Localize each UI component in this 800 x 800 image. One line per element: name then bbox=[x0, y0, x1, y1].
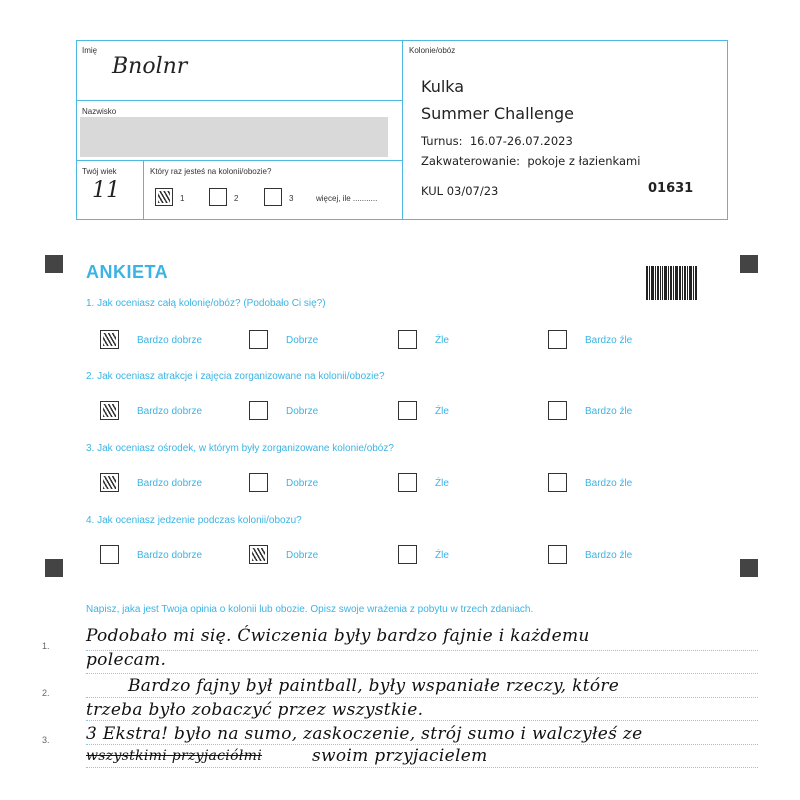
header-divider-1 bbox=[76, 100, 402, 101]
camp-program: Summer Challenge bbox=[421, 104, 574, 123]
wiek-label: Twój wiek bbox=[82, 167, 117, 176]
raz-checkbox-1[interactable] bbox=[155, 188, 173, 206]
camp-name: Kulka bbox=[421, 77, 465, 96]
opinion-prompt: Napisz, jaka jest Twoja opinia o kolonii lub obozie. Opisz swoje wrażenia z pobytu w trzech zdaniach. bbox=[86, 604, 534, 615]
imie-value[interactable]: Bnolnr bbox=[112, 54, 188, 79]
q3-option-4-label: Bardzo źle bbox=[585, 478, 633, 489]
q1-option-4-checkbox[interactable] bbox=[548, 330, 567, 349]
writing-line bbox=[86, 697, 758, 698]
q3-option-4-checkbox[interactable] bbox=[548, 473, 567, 492]
zakw-value: pokoje z łazienkami bbox=[527, 154, 641, 168]
handwriting-line-2[interactable]: polecam. bbox=[86, 650, 167, 670]
q4-option-3-checkbox[interactable] bbox=[398, 545, 417, 564]
q2-option-3-checkbox[interactable] bbox=[398, 401, 417, 420]
q1-option-2-label: Dobrze bbox=[286, 335, 319, 346]
q2-option-2-checkbox[interactable] bbox=[249, 401, 268, 420]
q1-option-2-checkbox[interactable] bbox=[249, 330, 268, 349]
handwriting-line-3[interactable]: Bardzo fajny był paintball, były wspaniałe rzeczy, które bbox=[128, 676, 620, 696]
kolonie-label: Kolonie/obóz bbox=[409, 46, 456, 55]
q1-option-3-checkbox[interactable] bbox=[398, 330, 417, 349]
imie-label: Imię bbox=[82, 46, 98, 55]
line-number-2: 2. bbox=[42, 688, 50, 698]
q3-option-3-label: Źle bbox=[435, 478, 449, 489]
raz-option-2: 2 bbox=[234, 194, 239, 203]
q4-option-1-label: Bardzo dobrze bbox=[137, 550, 203, 561]
handwriting-line-1[interactable]: Podobało mi się. Ćwiczenia były bardzo fajnie i każdemu bbox=[86, 626, 590, 646]
q4-option-4-label: Bardzo źle bbox=[585, 550, 633, 561]
raz-checkbox-2[interactable] bbox=[209, 188, 227, 206]
zakw-label: Zakwaterowanie: bbox=[421, 154, 521, 168]
q3-option-1-label: Bardzo dobrze bbox=[137, 478, 203, 489]
q1-option-4-label: Bardzo źle bbox=[585, 335, 633, 346]
q2-option-2-label: Dobrze bbox=[286, 406, 319, 417]
nazwisko-redacted bbox=[80, 117, 388, 157]
question-3: 3. Jak oceniasz ośrodek, w którym były zorganizowane kolonie/obóz? bbox=[86, 443, 394, 454]
writing-line bbox=[86, 650, 758, 651]
camp-code-left: KUL 03/07/23 bbox=[421, 184, 499, 198]
q4-option-2-label: Dobrze bbox=[286, 550, 319, 561]
q4-option-4-checkbox[interactable] bbox=[548, 545, 567, 564]
alignment-marker bbox=[740, 255, 758, 273]
survey-title: ANKIETA bbox=[86, 262, 169, 282]
wiek-value[interactable]: 11 bbox=[92, 178, 120, 203]
handwriting-line-5[interactable]: 3 Ekstra! było na sumo, zaskoczenie, strój sumo i walczyłeś ze bbox=[86, 724, 643, 744]
question-1: 1. Jak oceniasz całą kolonię/obóz? (Podobało Ci się?) bbox=[86, 298, 326, 309]
q1-option-1-checkbox[interactable] bbox=[100, 330, 119, 349]
turnus-label: Turnus: bbox=[421, 134, 463, 148]
nazwisko-label: Nazwisko bbox=[82, 107, 117, 116]
wiecej-label: więcej, ile ........... bbox=[316, 194, 378, 203]
q3-option-3-checkbox[interactable] bbox=[398, 473, 417, 492]
camp-zakwaterowanie bbox=[421, 154, 640, 168]
handwriting-line-4[interactable]: trzeba było zobaczyć przez wszystkie. bbox=[86, 700, 424, 720]
raz-option-3: 3 bbox=[289, 194, 294, 203]
q3-option-2-label: Dobrze bbox=[286, 478, 319, 489]
q4-option-3-label: Źle bbox=[435, 550, 449, 561]
alignment-marker bbox=[45, 559, 63, 577]
q2-option-1-label: Bardzo dobrze bbox=[137, 406, 203, 417]
line-number-1: 1. bbox=[42, 641, 50, 651]
q3-option-1-checkbox[interactable] bbox=[100, 473, 119, 492]
q2-option-4-label: Bardzo źle bbox=[585, 406, 633, 417]
handwriting-line-6[interactable]: swoim przyjacielem bbox=[312, 746, 488, 766]
writing-line bbox=[86, 744, 758, 745]
q1-option-3-label: Źle bbox=[435, 335, 449, 346]
q1-option-1-label: Bardzo dobrze bbox=[137, 335, 203, 346]
q4-option-1-checkbox[interactable] bbox=[100, 545, 119, 564]
handwriting-struck: wszystkimi przyjaciółmi bbox=[86, 748, 262, 764]
q3-option-2-checkbox[interactable] bbox=[249, 473, 268, 492]
question-4: 4. Jak oceniasz jedzenie podczas kolonii/obozu? bbox=[86, 515, 302, 526]
header-divider-2 bbox=[76, 160, 402, 161]
line-number-3: 3. bbox=[42, 735, 50, 745]
writing-line bbox=[86, 767, 758, 768]
writing-line bbox=[86, 720, 758, 721]
turnus-value: 16.07-26.07.2023 bbox=[469, 134, 573, 148]
header-divider-vertical bbox=[402, 40, 403, 220]
barcode bbox=[646, 266, 704, 300]
q2-option-1-checkbox[interactable] bbox=[100, 401, 119, 420]
raz-checkbox-3[interactable] bbox=[264, 188, 282, 206]
writing-line bbox=[86, 673, 758, 674]
camp-turnus bbox=[421, 134, 573, 148]
raz-label: Który raz jesteś na kolonii/obozie? bbox=[150, 167, 272, 176]
q2-option-4-checkbox[interactable] bbox=[548, 401, 567, 420]
camp-code-right: 01631 bbox=[648, 181, 694, 196]
alignment-marker bbox=[45, 255, 63, 273]
header-divider-age bbox=[143, 160, 144, 220]
question-2: 2. Jak oceniasz atrakcje i zajęcia zorganizowane na kolonii/obozie? bbox=[86, 371, 385, 382]
q4-option-2-checkbox[interactable] bbox=[249, 545, 268, 564]
q2-option-3-label: Źle bbox=[435, 406, 449, 417]
alignment-marker bbox=[740, 559, 758, 577]
raz-option-1: 1 bbox=[180, 194, 185, 203]
